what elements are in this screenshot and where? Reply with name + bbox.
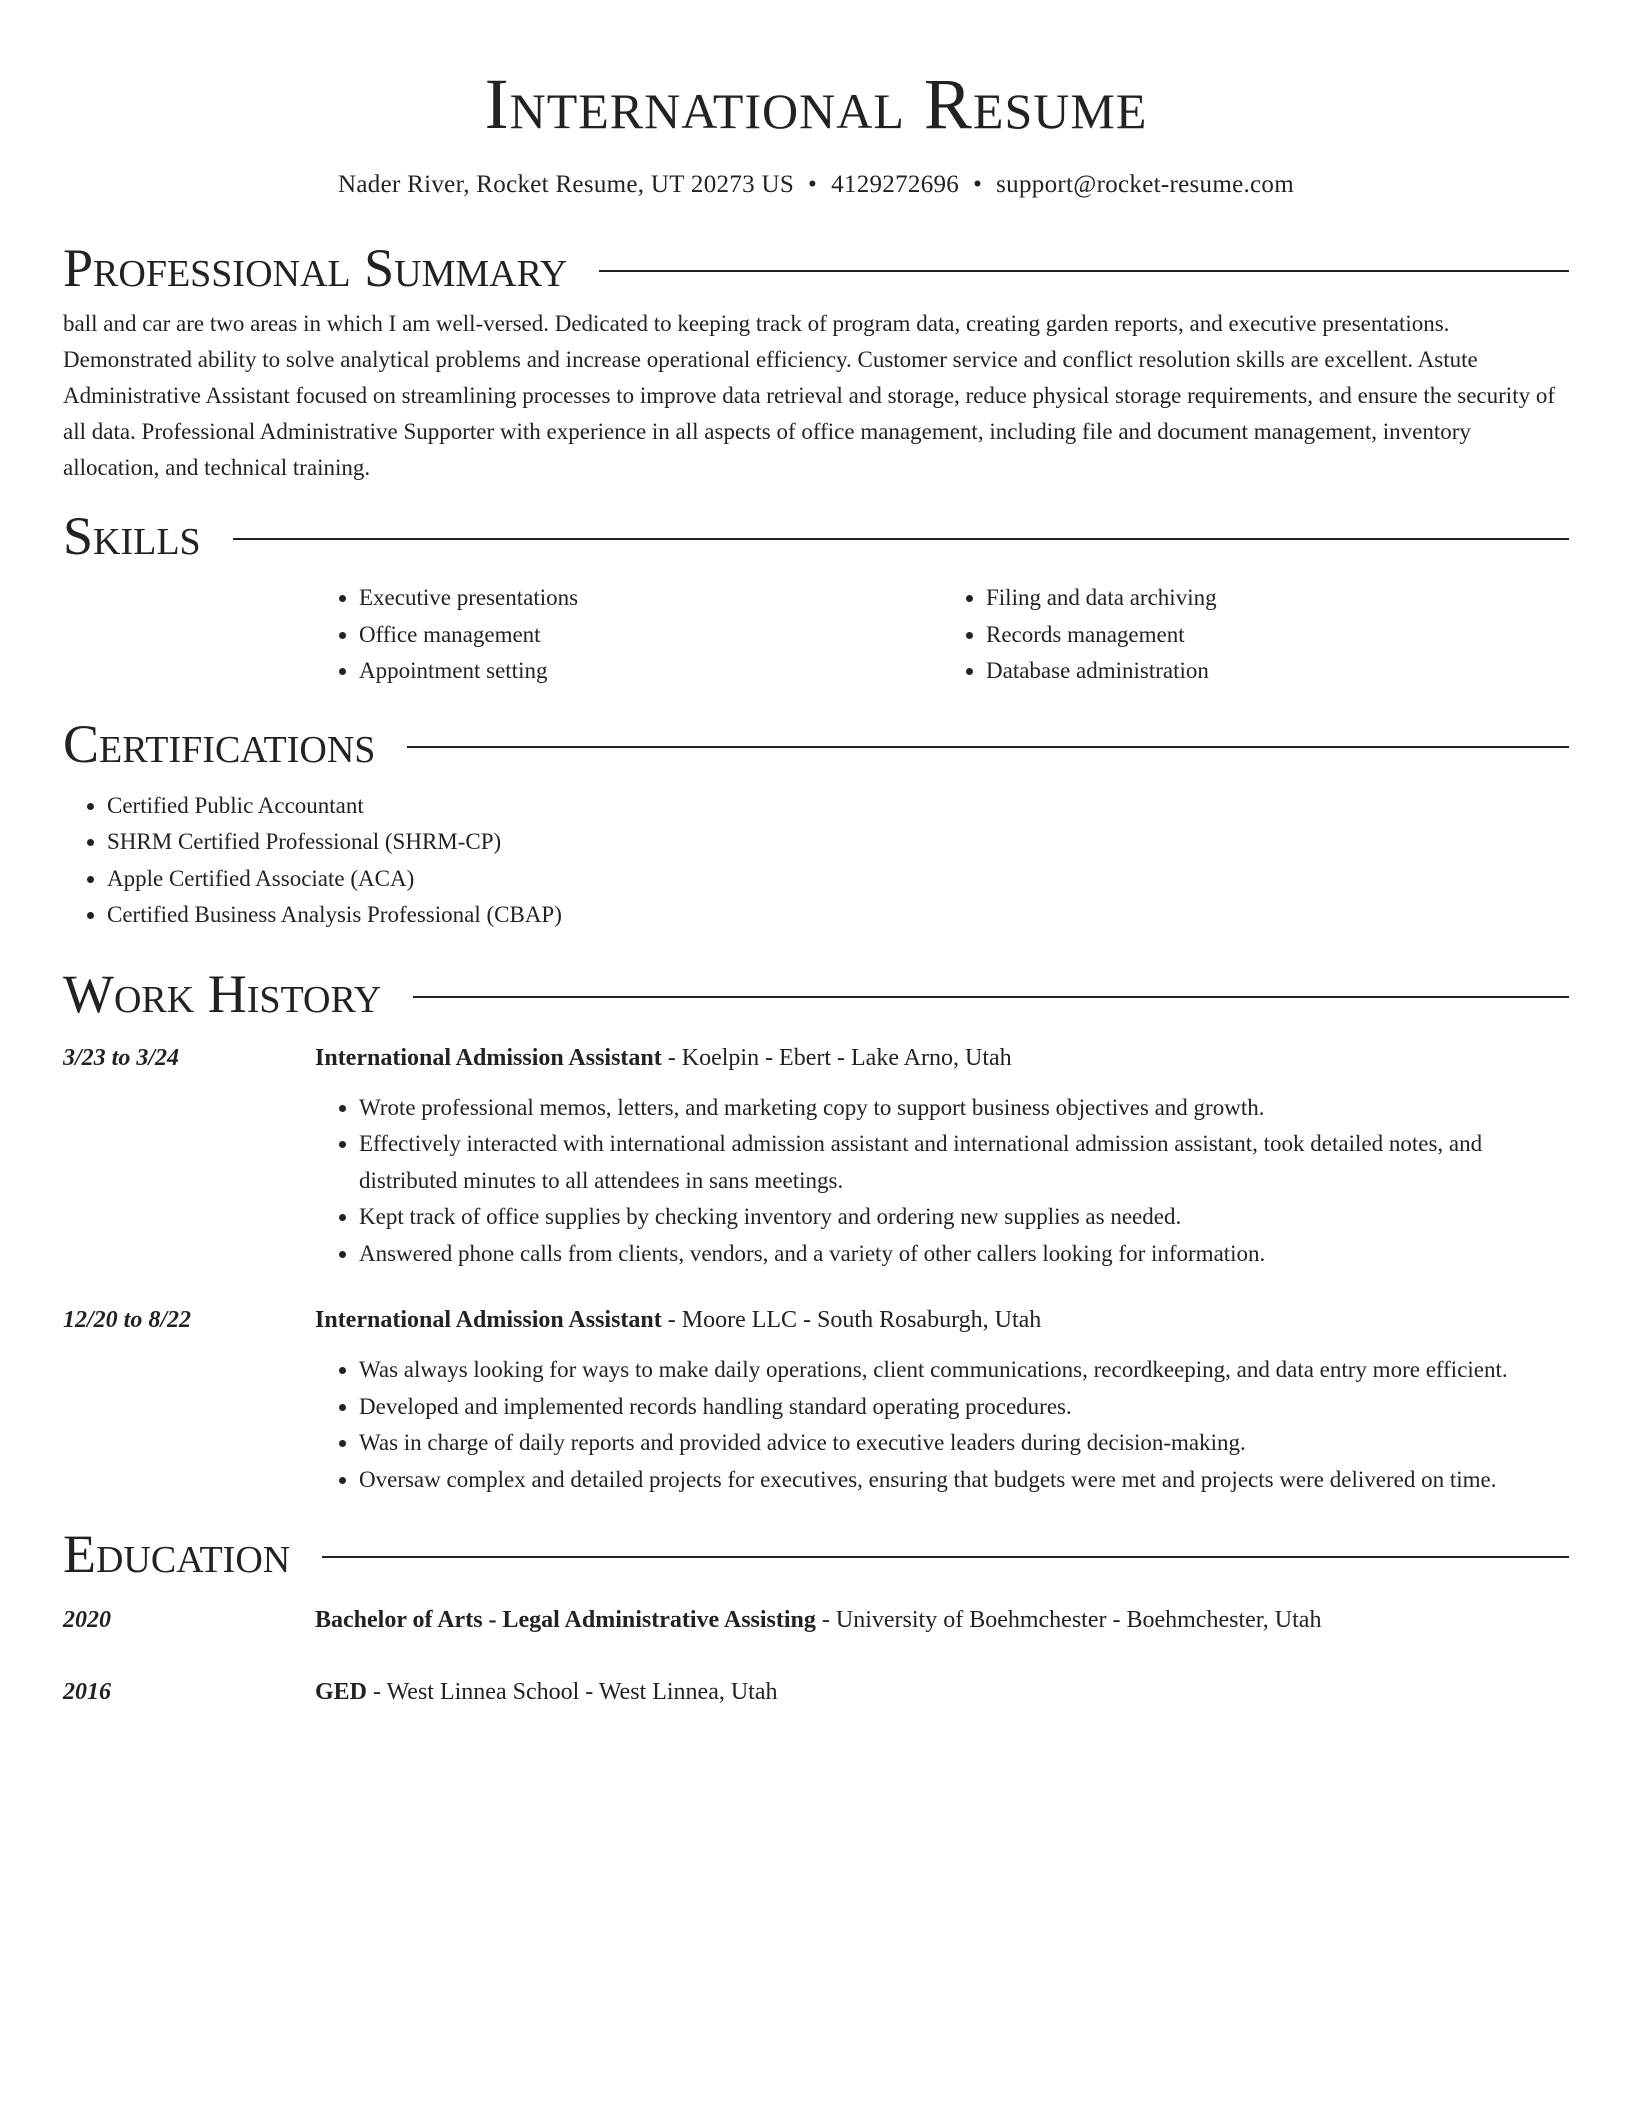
job-entry	[63, 1040, 1569, 1273]
skill-item: • Records management	[986, 617, 1569, 654]
education-degree: GED	[315, 1679, 368, 1705]
resume-title: International Resume	[484, 64, 1148, 144]
skills-heading	[63, 504, 1569, 568]
education-heading-line	[315, 1602, 1569, 1638]
certification-item: • SHRM Certified Professional (SHRM-CP)	[107, 824, 1569, 861]
section-divider	[233, 538, 1569, 540]
contact-phone: 4129272696	[831, 171, 960, 198]
contact-separator: •	[808, 171, 818, 198]
job-bullet: • Was in charge of daily reports and provided advice to executive leaders during decision-making.	[359, 1425, 1569, 1462]
skill-item: • Database administration	[986, 653, 1569, 690]
section-divider	[322, 1556, 1569, 1558]
job-bullet: • Was always looking for ways to make daily operations, client communications, recordkeeping, and data entry more efficient.	[359, 1352, 1569, 1389]
section-divider	[599, 270, 1569, 272]
skill-item: • Office management	[359, 617, 942, 654]
work-heading	[63, 962, 1569, 1026]
education-entry	[63, 1602, 1569, 1638]
skills-section	[0, 504, 1632, 690]
skills-list-left	[315, 580, 942, 690]
job-date: 3/23 to 3/24	[63, 1044, 180, 1071]
job-date: 12/20 to 8/22	[63, 1307, 192, 1333]
education-school: - University of Boehmchester - Boehmchester, Utah	[815, 1607, 1322, 1633]
job-heading	[315, 1302, 1569, 1338]
summary-heading	[63, 236, 1569, 300]
skill-item: • Filing and data archiving	[986, 580, 1569, 617]
education-school: - West Linnea School - West Linnea, Utah	[367, 1679, 778, 1705]
certifications-section	[0, 712, 1632, 934]
certifications-list	[63, 788, 1569, 934]
skill-item: • Executive presentations	[359, 580, 942, 617]
education-date: 2020	[63, 1607, 111, 1633]
section-divider	[407, 746, 1569, 748]
contact-email: support@rocket-resume.com	[996, 171, 1294, 198]
certifications-title: Certifications	[63, 713, 376, 774]
certification-item: • Certified Business Analysis Professional (CBAP)	[107, 897, 1569, 934]
summary-title: Professional Summary	[63, 238, 568, 298]
skills-grid	[315, 580, 1569, 690]
summary-section	[0, 236, 1632, 486]
job-employer: - Moore LLC - South Rosaburgh, Utah	[661, 1307, 1042, 1333]
job-bullets	[315, 1090, 1569, 1273]
skills-title: Skills	[63, 506, 201, 566]
work-section	[0, 962, 1632, 1499]
skills-list-right	[942, 580, 1569, 690]
education-degree: Bachelor of Arts - Legal Administrative Assisting	[315, 1607, 816, 1633]
skill-item: • Appointment setting	[359, 653, 942, 690]
certifications-heading	[63, 712, 1569, 776]
education-heading-line	[315, 1674, 1569, 1710]
job-bullet: • Developed and implemented records handling standard operating procedures.	[359, 1389, 1569, 1426]
job-bullet: • Kept track of office supplies by checking inventory and ordering new supplies as needed.	[359, 1199, 1569, 1236]
education-section	[0, 1522, 1632, 1710]
job-body	[315, 1040, 1569, 1273]
job-bullet: • Wrote professional memos, letters, and marketing copy to support business objectives and growth.	[359, 1090, 1569, 1127]
job-employer: - Koelpin - Ebert - Lake Arno, Utah	[661, 1044, 1012, 1071]
section-divider	[413, 996, 1569, 998]
job-bullet: • Oversaw complex and detailed projects for executives, ensuring that budgets were met and projects were delivered on time.	[359, 1462, 1569, 1499]
education-entry	[63, 1674, 1569, 1710]
education-date: 2016	[63, 1679, 111, 1705]
certification-item: • Certified Public Accountant	[107, 788, 1569, 825]
education-title: Education	[63, 1524, 291, 1584]
job-role: International Admission Assistant	[315, 1307, 662, 1333]
education-body	[315, 1674, 1569, 1710]
job-heading	[315, 1040, 1569, 1076]
contact-address: Nader River, Rocket Resume, UT 20273 US	[338, 171, 795, 198]
job-bullet: • Effectively interacted with international admission assistant and international admission assistant, took detailed notes, and distributed minutes to all attendees in sans meetings.	[359, 1126, 1569, 1199]
education-heading	[63, 1522, 1569, 1586]
job-role: International Admission Assistant	[315, 1044, 662, 1071]
contact-line	[0, 168, 1632, 202]
job-bullet: • Answered phone calls from clients, vendors, and a variety of other callers looking for information.	[359, 1236, 1569, 1273]
job-entry	[63, 1302, 1569, 1498]
contact-separator: •	[973, 171, 983, 198]
certification-item: • Apple Certified Associate (ACA)	[107, 861, 1569, 898]
job-bullets	[315, 1352, 1569, 1498]
summary-text: ball and car are two areas in which I am well-versed. Dedicated to keeping track of program data, creating garden reports, and executive presentations. Demonstrated ability to solve analytical problems and increase operational efficiency. Customer service and conflict resolution skills are excellent. Astute Administrative Assistant focused on streamlining processes to improve data retrieval and storage, reduce physical storage requirements, and ensure the security of all data. Professional Administrative Supporter with experience in all aspects of office management, including file and document management, inventory allocation, and technical training.	[63, 311, 1555, 480]
education-body	[315, 1602, 1569, 1638]
job-body	[315, 1302, 1569, 1498]
work-title: Work History	[63, 963, 382, 1024]
